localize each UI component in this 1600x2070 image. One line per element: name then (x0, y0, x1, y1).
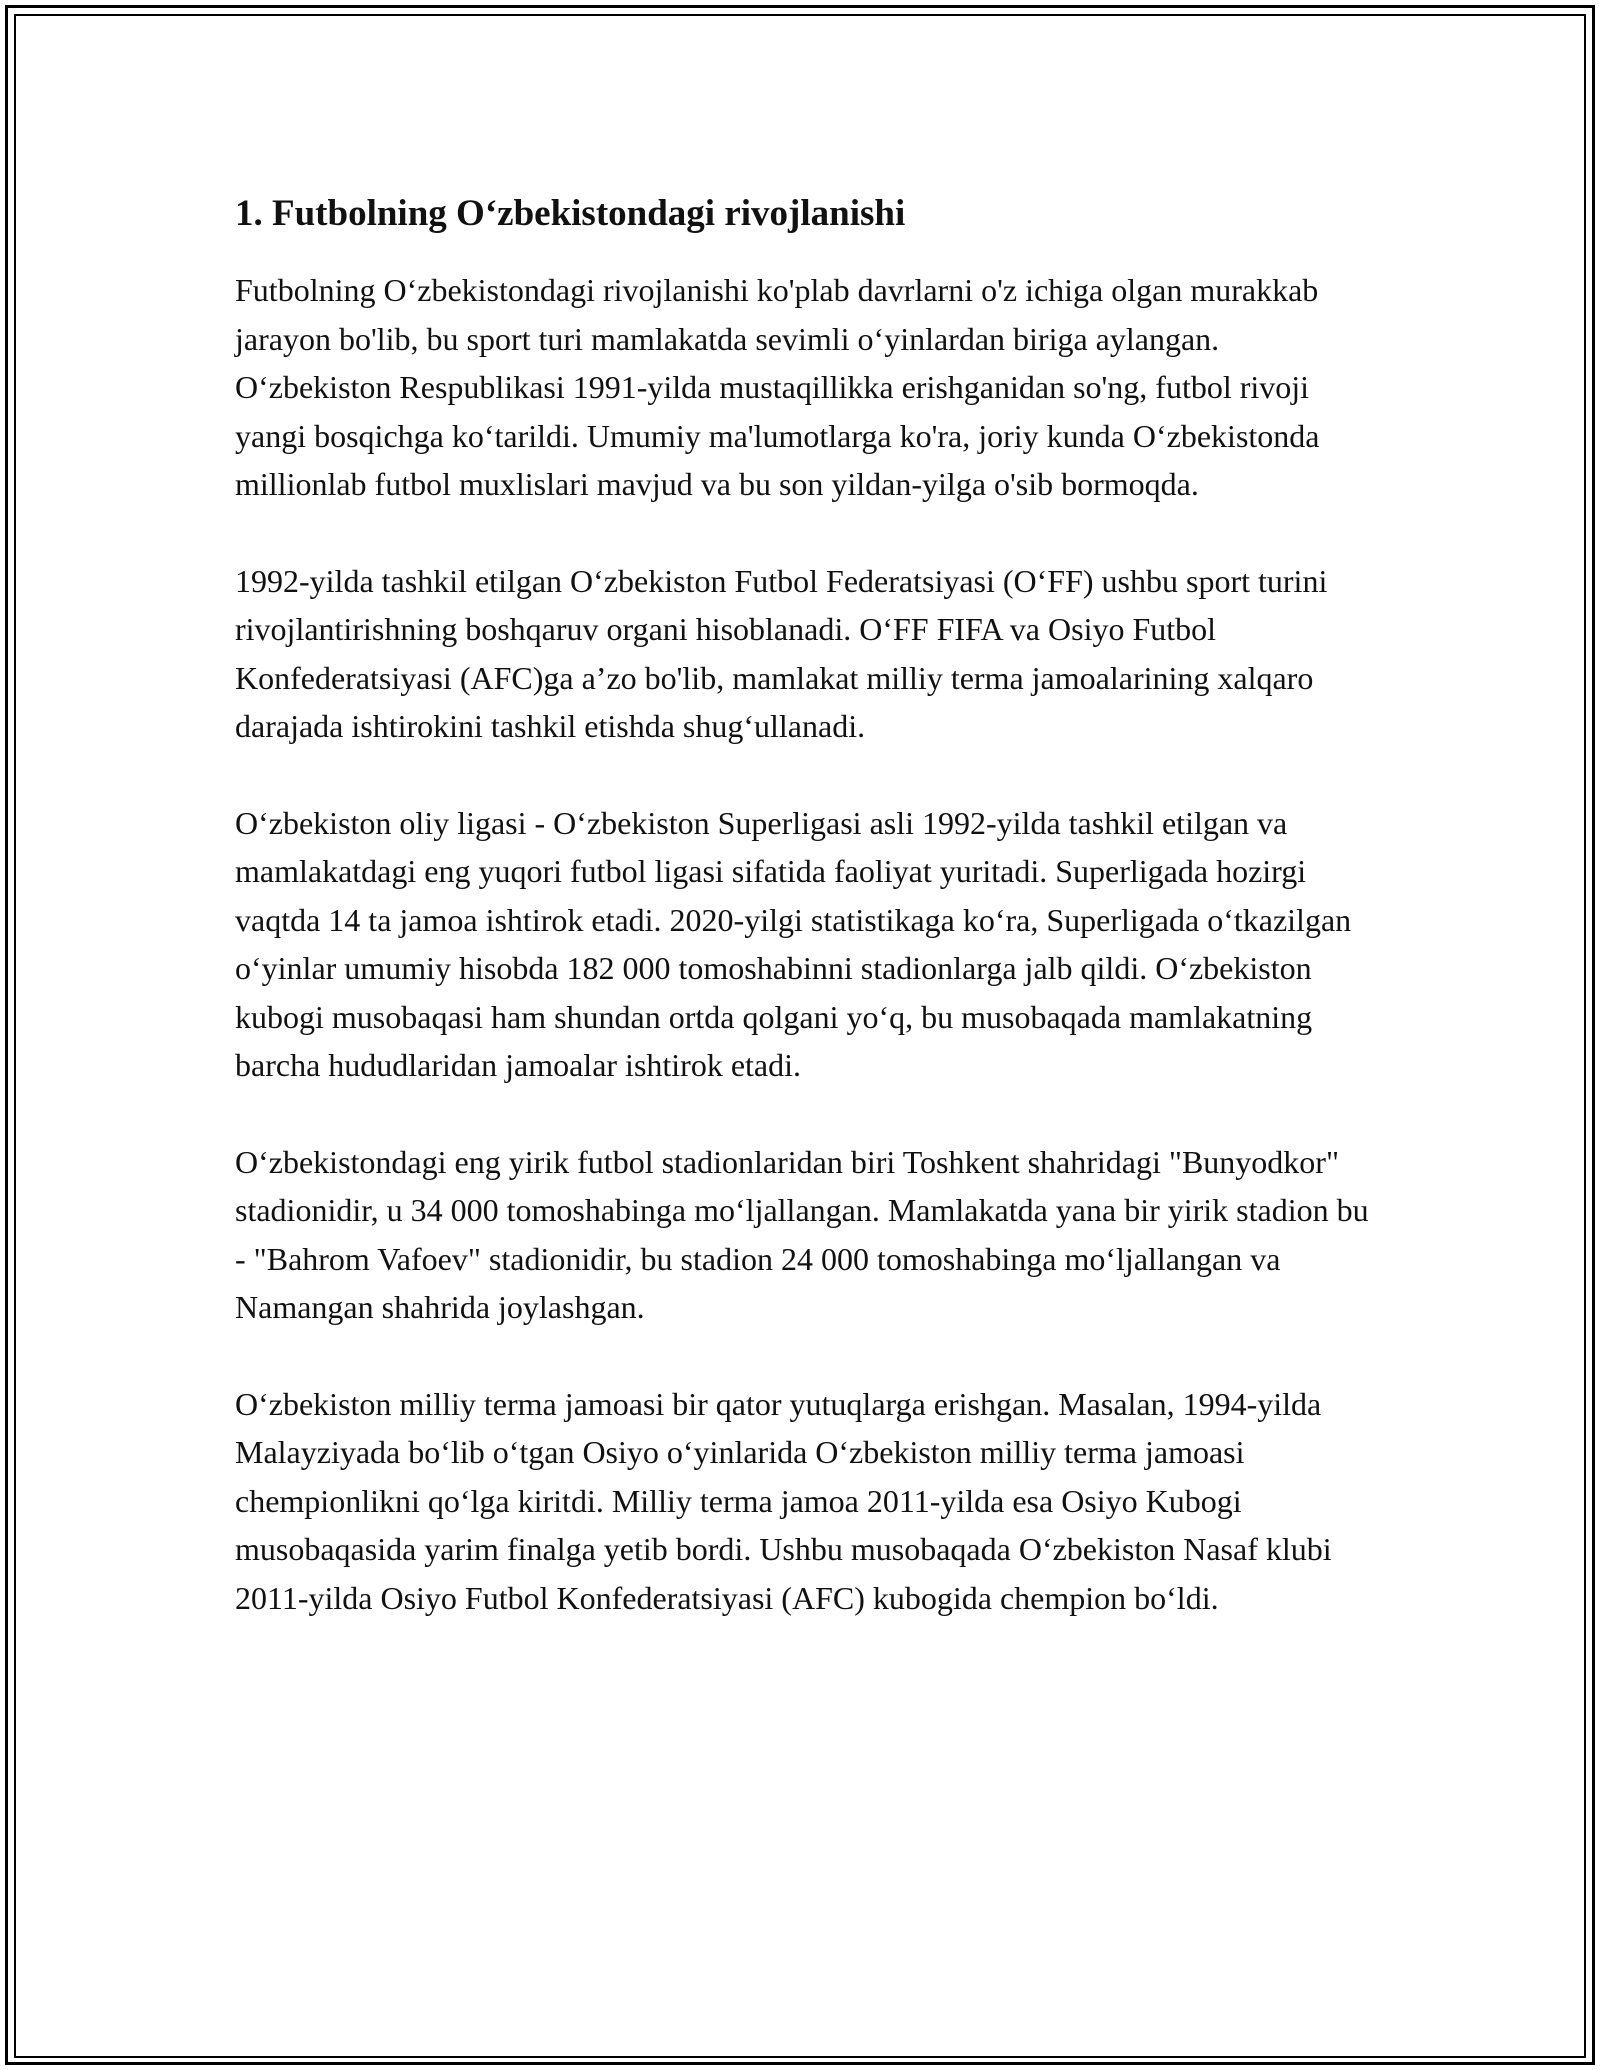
paragraph-national-team: O‘zbekiston milliy terma jamoasi bir qator yutuqlarga erishgan. Masalan, 1994-yilda Malayziyada bo‘lib o‘tgan Osiyo o‘yinlarida O‘zbekiston milliy terma jamoasi chempionlikni qo‘lga kiritdi. Milliy terma jamoa 2011-yilda esa Osiyo Kubogi musobaqasida yarim finalga yetib bordi. Ushbu musobaqada O‘zbekiston Nasaf klubi 2011-yilda Osiyo Futbol Konfederatsiyasi (AFC) kubogida chempion bo‘ldi. (235, 1385, 1332, 1616)
paragraph-development: Futbolning O‘zbekistondagi rivojlanishi ko'plab davrlarni o'z ichiga olgan murakkab jarayon bo'lib, bu sport turi mamlakatda sevimli o‘yinlardan biriga aylangan. O‘zbekiston Respublikasi 1991-yilda mustaqillikka erishganidan so'ng, futbol rivoji yangi bosqichga ko‘tarildi. Umumiy ma'lumotlarga ko'ra, joriy kunda O‘zbekistonda millionlab futbol muxlislari mavjud va bu son yildan-yilga o'sib bormoqda. (235, 272, 1320, 502)
paragraph-superleague: O‘zbekiston oliy ligasi - O‘zbekiston Superligasi asli 1992-yilda tashkil etilgan va mamlakatdagi eng yuqori futbol ligasi sifatida faoliyat yuritadi. Superligada hozirgi vaqtda 14 ta jamoa ishtirok etadi. 2020-yilgi statistikaga ko‘ra, Superligada o‘tkazilgan o‘yinlar umumiy hisobda 182 000 tomoshabinni stadionlarga jalb qildi. O‘zbekiston kubogi musobaqasi ham shundan ortda qolgani yo‘q, bu musobaqada mamlakatning barcha hududlaridan jamoalar ishtirok etadi. (235, 804, 1352, 1083)
paragraph-federation: 1992-yilda tashkil etilgan O‘zbekiston Futbol Federatsiyasi (O‘FF) ushbu sport turini rivojlantirishning boshqaruv organi hisoblanadi. O‘FF FIFA va Osiyo Futbol Konfederatsiyasi (AFC)ga a’zo bo'lib, mamlakat milliy terma jamoalarining xalqaro darajada ishtirokini tashkil etishda shug‘ullanadi. (235, 562, 1328, 744)
document-body (235, 188, 1375, 1622)
paragraph-stadiums: O‘zbekistondagi eng yirik futbol stadionlaridan biri Toshkent shahridagi "Bunyodkor" stadionidir, u 34 000 tomoshabinga mo‘ljallangan. Mamlakatda yana bir yirik stadion bu - "Bahrom Vafoev" stadionidir, bu stadion 24 000 tomoshabinga mo‘ljallangan va Namangan shahrida joylashgan. (235, 1143, 1369, 1325)
section-heading: 1. Futbolning O‘zbekistondagi rivojlanishi (235, 193, 906, 234)
